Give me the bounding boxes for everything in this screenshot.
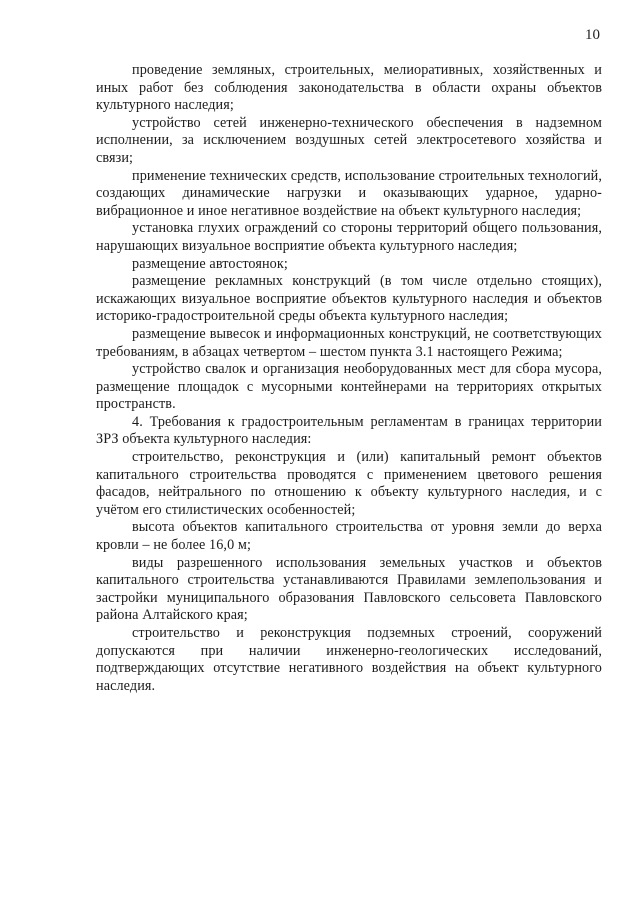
paragraph: устройство свалок и организация необорудованных мест для сбора мусора, размещение площадок с мусорными контейнерами на территориях открытых пространств.	[96, 361, 602, 413]
paragraph: размещение рекламных конструкций (в том числе отдельно стоящих), искажающих визуальное восприятие объектов культурного наследия и объектов историко-градостроительной среды объекта культурного наследия;	[96, 273, 602, 325]
paragraph: строительство и реконструкция подземных строений, сооружений допускаются при наличии инженерно-геологических исследований, подтверждающих отсутствие негативного воздействия на объект культурного наследия.	[96, 625, 602, 694]
paragraph: строительство, реконструкция и (или) капитальный ремонт объектов капитального строительства проводятся с применением цветового решения фасадов, нейтрального по отношению к объекту культурного наследия, и с учётом его стилистических особенностей;	[96, 449, 602, 518]
section-heading-paragraph: 4. Требования к градостроительным регламентам в границах территории ЗРЗ объекта культурного наследия:	[96, 413, 602, 448]
paragraph: установка глухих ограждений со стороны территорий общего пользования, нарушающих визуальное восприятие объекта культурного наследия;	[96, 220, 602, 254]
paragraph: высота объектов капитального строительства от уровня земли до верха кровли – не более 16,0 м;	[96, 519, 602, 554]
paragraph: виды разрешенного использования земельных участков и объектов капитального строительства устанавливаются Правилами землепользования и застройки муниципального образования Павловского сельсовета Павловского района Алтайского края;	[96, 554, 602, 624]
page-number: 10	[585, 27, 600, 43]
paragraph: устройство сетей инженерно-технического обеспечения в надземном исполнении, за исключением воздушных сетей электросетевого хозяйства и связи;	[96, 114, 602, 166]
paragraph: применение технических средств, использование строительных технологий, создающих динамические нагрузки и оказывающих ударное, ударно-вибрационное и иное негативное воздействие на объект культурного наследия;	[96, 167, 602, 219]
paragraph: размещение вывесок и информационных конструкций, не соответствующих требованиям, в абзацах четвертом – шестом пункта 3.1 настоящего Режима;	[96, 325, 602, 360]
paragraph: проведение земляных, строительных, мелиоративных, хозяйственных и иных работ без соблюдения законодательства в области охраны объектов культурного наследия;	[96, 62, 602, 114]
document-body	[96, 62, 602, 695]
paragraph: размещение автостоянок;	[132, 255, 288, 272]
